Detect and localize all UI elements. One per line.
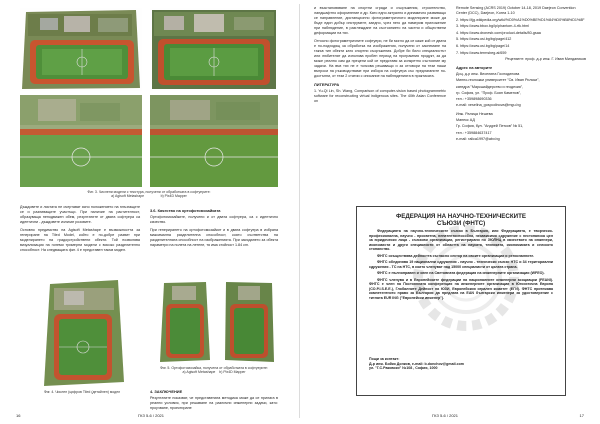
paragraph: и възстановяване на спортни сгради и съоръжения, строителство, ландшафтно оформление и др. Като едно актуално и динамично развиващо се направление, дистанционно фотограметричното моделиране може да бъде един добър инструмент, заедно, чрез него да намерим приложение при наблюдение, в разглеждане на състоянието на частни и обществени деформации на тях. (314, 6, 447, 35)
figure-3-caption-b: b) Pix4D Mapper (160, 194, 187, 199)
figure-3-caption-title: Фиг. 3. Числени модели с текстура, получени от обработката в софтуерите: (87, 190, 211, 194)
fntes-paragraph: ФНТС членува и в Европейските федерации на националните инженерни асоциации (FEANI). ФНТС е член на Постоянната конференция на инженерните организации в Югоизточна Европа (CO.P.I.S.E.E.), Глобалните Дейност на ЮЗИ, Европейския игрален комитет (ЕГИ). ФНТС притежава компетентното право за България да предлага на EAN български инженери за удостоверение с титлата EUR ING ("Европейски инженер"). (369, 277, 553, 300)
right-page-column-2 (456, 6, 586, 143)
figure-3b-textured-model (150, 8, 278, 91)
reference-link: 5. https://www.osi.bg/bg/page/412 (456, 37, 512, 42)
figure-4-tiled-model (40, 278, 126, 388)
section-heading-3-6: 3.6. Качество на ортофотомозайката (150, 208, 221, 213)
fntes-title-line-2: СЪЮЗИ (ФНТС) (436, 220, 486, 228)
paragraph: При генерирането на ортофотомозайкит и в двата софтуера в избрана максимална разделителна способност, която съответства на разделителната способност на изображенията. При засядането за обекта параметри на полета на летене, тя има стойност 1.84 cm. (150, 228, 278, 247)
references-heading: ЛИТЕРАТУРА (314, 82, 340, 87)
author-1-address (456, 72, 586, 108)
reference-link: 3. https://www.bbox.bg/lp/phantom-4-rtk.html (456, 24, 529, 29)
figure-5a-orthophoto (158, 280, 212, 364)
fntes-contact-line: ул. "Г.С.Раковски" №108 , София, 1000 (369, 366, 438, 371)
reference-link: 7. https://www.termsbeg.ai/659 (456, 50, 507, 55)
left-page-column-2 (150, 205, 278, 251)
paragraph: Относно фотограметричните софтуери, не би могло да се каже кой от двата е по-подходящ за обработка на изображения, получени от заснемане на такъв тип обекти като спортни съоръжения. Добре би било специалистът или любителят да използва пробен период на програмния продукт, за да може реално сам да прецени кой се представя за конкретно състояние му задачи. На във тях не е толкова решаващо и за отговори на тези наши въпроси на ръководстваме при избора на софтуера със предлаганите по-достъпни, от тези 2 статии с описание на наблюденията в практиката. (314, 39, 446, 78)
figure-3-field-strip-b (150, 95, 278, 187)
paragraph: Резултатите показват, че представената методика може да се прилага в реални условия, при решаване на различни инженерни задачи, като: проучване, проектиране (150, 396, 278, 410)
figure-5-caption-labels (150, 370, 278, 374)
fntes-paragraph: ФНТС обединява 19 национални сдружения - научно - технически съюзи НТС и 34 териториални сдружения - ТС на НТС, в които членуват над 15000 специалисти от цялата страна. (369, 260, 553, 269)
figure-4-caption-text: Фиг. 4. Числен (цифров Tiled (детайлен) модел (43, 390, 121, 394)
figure-3-caption-a: a) Agisoft Metashape (111, 194, 145, 199)
fntes-title (357, 213, 565, 227)
reference-link: 4. https://www.dronesb.com/product-details/80-gsaa (456, 30, 541, 35)
aerial-model-image (20, 8, 142, 91)
figure-3a-textured-model (20, 8, 142, 91)
journal-footer-left: ГКЗ 5-6 / 2021 (138, 413, 164, 418)
journal-footer-right: ГКЗ 5-6 / 2021 (432, 413, 458, 418)
right-page-column-1 (314, 6, 446, 107)
section-heading-conclusion: 4. ЗАКЛЮЧЕНИЕ (150, 389, 183, 394)
paragraph: Ортофотомозайките, получени и от двата софтуера, са с идентично качество. (150, 215, 278, 224)
fntes-contact-line: Д-р инж. Бойко Донков, e-mail: b.donchov@gmail.com (369, 361, 464, 366)
address-line: Минно-геоложки университет "Св. Иван Рилски", (456, 78, 540, 83)
fntes-title-line-1: ФЕДЕРАЦИЯ НА НАУЧНО-ТЕХНИЧЕСКИТЕ (395, 213, 527, 220)
orthophoto-image (222, 280, 276, 364)
figure-5-caption-title: Фиг. 5. Ортофотомозайка, получена от обработката в софтуерите: (160, 366, 268, 370)
reference-link: 2. https://tjg.wikipedia.org/wiki/%D0%A1%D0%BE%D1%84%D0%B8%D1%8F (456, 17, 585, 22)
fntes-contact-heading: Пощи за контакт: (369, 357, 400, 361)
reviewer-line: Рецензент: проф. д-р инж. Г. Иван Милдаников (505, 57, 586, 62)
figure-5-caption-a: a) Agisoft Metashape (182, 370, 216, 375)
address-line: Доц. д-р инж. Веселина Господинова (456, 72, 520, 77)
field-closeup-image (20, 95, 142, 187)
reference-item: 1. Yu-Qi Lin, Sh. Wang, Comparison of computer-vision based photogrammetric software for reconstructing virtual indigenous sites. The 40th Asian Conference on (314, 89, 446, 103)
left-page-column-1 (20, 205, 140, 256)
conclusion-section (150, 386, 278, 414)
figure-4-caption (20, 390, 144, 394)
fntes-contact (369, 357, 553, 371)
address-line: Гр. София, бул. "Андрей Петков" № 51, (456, 124, 524, 129)
figure-5-caption-b: b) Pix4D Mapper (219, 370, 246, 375)
fntes-paragraph: ФНТС осъществява дейността съгласно сектор на своите организации и регионалните. (377, 253, 535, 258)
address-line: e-mail: ralica1997@abv.bg (456, 136, 500, 141)
author-2-address (456, 112, 586, 142)
address-line: тел.: +359884637417 (456, 130, 492, 135)
address-line: e-mail: veselina_gospodinova@mgu.bg (456, 103, 521, 108)
fntes-paragraph: Федерацията на научно-техническите съюзи в България, или Федерацията, е творческо-професионална, научно - просветна, непатентоспособна, независимо сдружение с нестопанска цел за юридически лица - съюзови организации, регистрирани по ЗЮЛНЦ в качеството на инженери, икономисти и други специалисти от областта на науката, техниката, икономиката и селското стопанство. (369, 229, 553, 251)
reference-link: 6. https://www.osi.bg/bg/page/14 (456, 43, 510, 48)
figure-5-caption (150, 366, 278, 375)
fntes-paragraph: ФНТС е пълноправен и член на Световната федерация на инженерните организации (WFEO). (377, 271, 545, 275)
paragraph: Основно предимство на Agisoft Metashape е възможността за генериране на Tiled Model, който е по-добре развит при моделирането на градоустройствени обекти. Той позволява визуализация на големи тримерни модели с високо разделително способност. На следващата фиг. 4 е представен такъв модел. (20, 228, 140, 252)
address-line: Мапекс АД (456, 118, 475, 123)
authors-heading: Адрес на авторите (456, 65, 493, 71)
figure-3-caption (20, 190, 278, 199)
address-line: Инж. Ралица Нешева (456, 112, 493, 117)
address-line: тел.: +359898690336 (456, 96, 492, 101)
figure-5b-orthophoto (222, 280, 276, 364)
reference-item: Remote Sensing (ACRS 2019) October 14-18, 2019 Daejeon Convention Center (DCC), Daejeon, Korea 1-10 (456, 6, 576, 15)
address-line: катедра "Маркшайдерство и геодезия", (456, 84, 524, 89)
address-line: гр. София, ул. "Проф. Боян Каменов", (456, 90, 522, 95)
figure-3-caption-labels (20, 194, 278, 198)
tiled-model-image (40, 278, 126, 388)
field-closeup-image (150, 95, 278, 187)
aerial-model-image (150, 8, 278, 91)
fntes-body (369, 229, 553, 302)
page-number-left: 16 (16, 413, 21, 418)
figure-3-field-strip-a (20, 95, 142, 187)
paragraph: Дъждовете и листата не очертават ясно положението на плъзгащите се и разливащите участъци. При наличие на растителност, образуваща неподвижен обем, резултатите от двата софтуера са идентични - дъждовете излизат розовите. (20, 205, 140, 224)
page-number-right: 17 (579, 413, 584, 418)
orthophoto-image (158, 280, 212, 364)
fntes-announcement-box (356, 206, 566, 396)
